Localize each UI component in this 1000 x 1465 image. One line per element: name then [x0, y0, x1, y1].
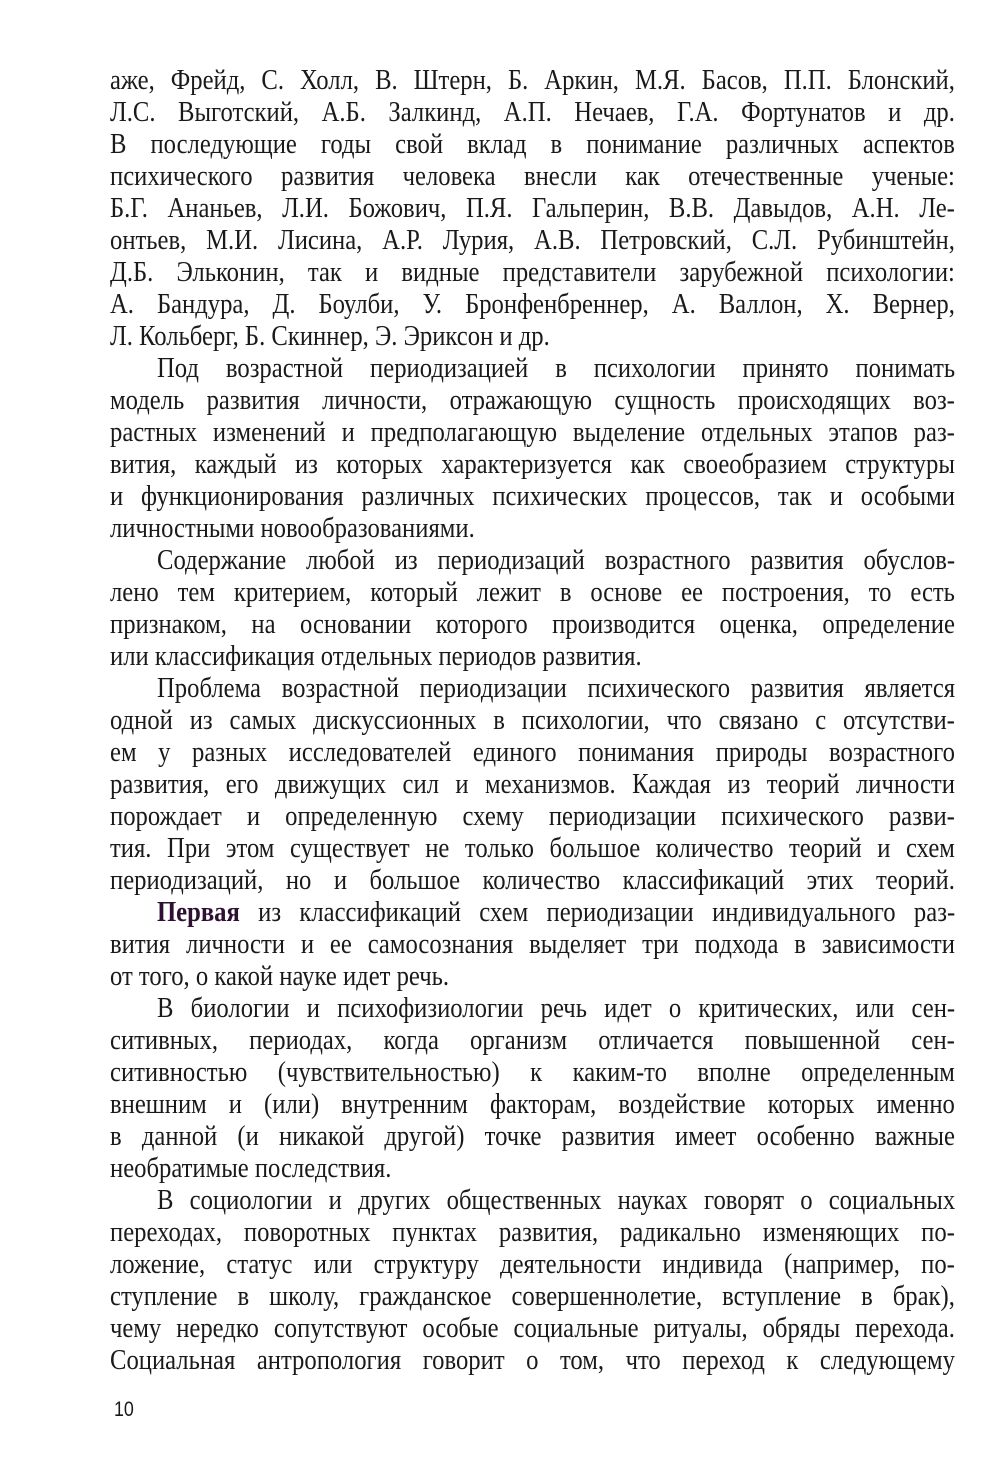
- line-text: аже, Фрейд, С. Холл, В. Штерн, Б. Аркин, М.Я. Басов, П.П. Блонский,: [110, 64, 955, 96]
- text-line: [110, 736, 955, 768]
- line-text: онтьев, М.И. Лисина, А.Р. Лурия, А.В. Петровский, С.Л. Рубинштейн,: [110, 224, 955, 256]
- line-text: ситивностью (чувствительностью) к каким-то вполне определенным: [110, 1056, 955, 1088]
- line-text: В последующие годы свой вклад в понимание различных аспектов: [110, 128, 955, 160]
- line-text: необратимые последствия.: [110, 1152, 392, 1184]
- text-line-content: [110, 1280, 955, 1312]
- text-line-content: [110, 384, 955, 416]
- text-line: [110, 992, 955, 1024]
- text-line-content: [110, 1152, 955, 1184]
- line-text: ем у разных исследователей единого понимания природы возрастного: [110, 736, 955, 768]
- text-line-content: [110, 256, 955, 288]
- line-text: Проблема возрастной периодизации психического развития является: [157, 672, 956, 704]
- text-line: [110, 64, 955, 96]
- text-line-content: [110, 928, 955, 960]
- text-line-content: [110, 320, 955, 352]
- line-text: лено тем критерием, который лежит в основе ее построения, то есть: [110, 576, 955, 608]
- text-line-content: [110, 224, 955, 256]
- text-line-content: [110, 64, 955, 96]
- text-line: [110, 1088, 955, 1120]
- text-line: [110, 672, 955, 704]
- text-line: [110, 896, 955, 928]
- line-text: В социологии и других общественных науках говорят о социальных: [157, 1184, 956, 1216]
- text-line-content: [110, 512, 955, 544]
- text-line: [110, 1056, 955, 1088]
- line-text: развития, его движущих сил и механизмов. Каждая из теорий личности: [110, 768, 955, 800]
- line-text: переходах, поворотных пунктах развития, радикально изменяющих по-: [110, 1216, 955, 1248]
- text-line-content: [110, 736, 955, 768]
- line-text: Содержание любой из периодизаций возрастного развития обуслов-: [157, 544, 956, 576]
- text-line-content: [110, 608, 955, 640]
- line-text: порождает и определенную схему периодизации психического разви-: [110, 800, 955, 832]
- text-line: [110, 128, 955, 160]
- text-line: [110, 576, 955, 608]
- text-line: [110, 416, 955, 448]
- text-line-content: [110, 192, 955, 224]
- text-line-content: [157, 544, 955, 576]
- paragraph: [110, 544, 955, 672]
- line-text: признаком, на основании которого производится оценка, определение: [110, 608, 955, 640]
- line-text: вития личности и ее самосознания выделяет три подхода в зависимости: [110, 928, 955, 960]
- line-text: личностными новообразованиями.: [110, 512, 475, 544]
- text-line-content: [110, 704, 955, 736]
- text-line: [110, 512, 955, 544]
- line-text: Л.С. Выготский, А.Б. Залкинд, А.П. Нечаев, Г.А. Фортунатов и др.: [110, 96, 955, 128]
- text-line: [110, 928, 955, 960]
- text-line: [110, 832, 955, 864]
- text-line-content: [110, 160, 955, 192]
- text-line-content: [110, 480, 955, 512]
- paragraph: [110, 352, 955, 544]
- text-line-content: [110, 1248, 955, 1280]
- text-line: [110, 224, 955, 256]
- line-text: внешним и (или) внутренним факторам, воздействие которых именно: [110, 1088, 955, 1120]
- text-line-content: [110, 448, 955, 480]
- line-text: или классификация отдельных периодов развития.: [110, 640, 642, 672]
- text-line: [110, 320, 955, 352]
- text-line-content: [110, 640, 955, 672]
- text-line-content: [110, 768, 955, 800]
- text-line-content: [110, 832, 955, 864]
- text-line: [110, 1280, 955, 1312]
- line-text: психического развития человека внесли как отечественные ученые:: [110, 160, 955, 192]
- line-text: ситивных, периодах, когда организм отличается повышенной сен-: [110, 1024, 955, 1056]
- line-text: одной из самых дискуссионных в психологии, что связано с отсутстви-: [110, 704, 955, 736]
- line-text: чему нередко сопутствуют особые социальные ритуалы, обряды перехода.: [110, 1312, 955, 1344]
- text-line-content: [110, 1024, 955, 1056]
- text-line: [110, 768, 955, 800]
- paragraph: [110, 896, 955, 992]
- text-line-content: [157, 1184, 955, 1216]
- line-text: и функционирования различных психических процессов, так и особыми: [110, 480, 955, 512]
- line-text: Под возрастной периодизацией в психологии принято понимать: [157, 352, 956, 384]
- text-line-content: [157, 992, 955, 1024]
- text-line: [110, 384, 955, 416]
- text-line: [110, 1120, 955, 1152]
- text-line-content: [110, 1344, 955, 1376]
- text-line-content: [110, 576, 955, 608]
- line-text: модель развития личности, отражающую сущность происходящих воз-: [110, 384, 955, 416]
- text-line: [110, 800, 955, 832]
- text-line: [110, 960, 955, 992]
- text-line-content: [157, 672, 955, 704]
- text-line: [110, 480, 955, 512]
- text-line: [110, 1216, 955, 1248]
- text-line-content: [157, 896, 955, 928]
- text-line: [110, 1248, 955, 1280]
- text-line-content: [110, 416, 955, 448]
- line-text: периодизаций, но и большое количество классификаций этих теорий.: [110, 864, 955, 896]
- text-line: [110, 1344, 955, 1376]
- text-line: [110, 352, 955, 384]
- text-line: [110, 544, 955, 576]
- line-text: ступление в школу, гражданское совершеннолетие, вступление в брак),: [110, 1280, 955, 1312]
- text-line: [110, 704, 955, 736]
- text-line-content: [157, 352, 955, 384]
- line-text: из классификаций схем периодизации индивидуального раз-: [239, 896, 956, 928]
- text-line: [110, 1152, 955, 1184]
- text-line: [110, 1312, 955, 1344]
- text-line-content: [110, 1056, 955, 1088]
- text-line-content: [110, 128, 955, 160]
- line-text: растных изменений и предполагающую выделение отдельных этапов раз-: [110, 416, 955, 448]
- text-line-content: [110, 288, 955, 320]
- line-text: в данной (и никакой другой) точке развития имеет особенно важные: [110, 1120, 955, 1152]
- line-text: вития, каждый из которых характеризуется как своеобразием структуры: [110, 448, 955, 480]
- line-text: Социальная антропология говорит о том, что переход к следующему: [110, 1344, 955, 1376]
- page-body: [110, 64, 955, 1376]
- text-line: [110, 864, 955, 896]
- text-line: [110, 640, 955, 672]
- text-line: [110, 448, 955, 480]
- text-line: [110, 608, 955, 640]
- line-text: ложение, статус или структуру деятельности индивида (например, по-: [110, 1248, 955, 1280]
- line-text: Б.Г. Ананьев, Л.И. Божович, П.Я. Гальперин, В.В. Давыдов, А.Н. Ле-: [110, 192, 955, 224]
- text-line: [110, 192, 955, 224]
- text-line-content: [110, 1312, 955, 1344]
- paragraph: [110, 992, 955, 1184]
- text-line-content: [110, 800, 955, 832]
- paragraph: [110, 1184, 955, 1376]
- text-line-content: [110, 960, 955, 992]
- bold-lead-word: Первая: [157, 896, 240, 928]
- line-text: В биологии и психофизиологии речь идет о критических, или сен-: [157, 992, 956, 1024]
- line-text: тия. При этом существует не только большое количество теорий и схем: [110, 832, 955, 864]
- line-text: от того, о какой науке идет речь.: [110, 960, 450, 992]
- text-line: [110, 160, 955, 192]
- line-text: Д.Б. Эльконин, так и видные представители зарубежной психологии:: [110, 256, 955, 288]
- text-line-content: [110, 96, 955, 128]
- text-line-content: [110, 1216, 955, 1248]
- paragraph: [110, 64, 955, 352]
- text-line: [110, 1184, 955, 1216]
- text-line: [110, 256, 955, 288]
- text-line: [110, 96, 955, 128]
- line-text: А. Бандура, Д. Боулби, У. Бронфенбреннер, А. Валлон, Х. Вернер,: [110, 288, 955, 320]
- text-line-content: [110, 864, 955, 896]
- text-line: [110, 288, 955, 320]
- text-line-content: [110, 1088, 955, 1120]
- line-text: Л. Кольберг, Б. Скиннер, Э. Эриксон и др.: [110, 320, 550, 352]
- text-line-content: [110, 1120, 955, 1152]
- text-line: [110, 1024, 955, 1056]
- page-number: 10: [114, 1398, 134, 1421]
- paragraph: [110, 672, 955, 896]
